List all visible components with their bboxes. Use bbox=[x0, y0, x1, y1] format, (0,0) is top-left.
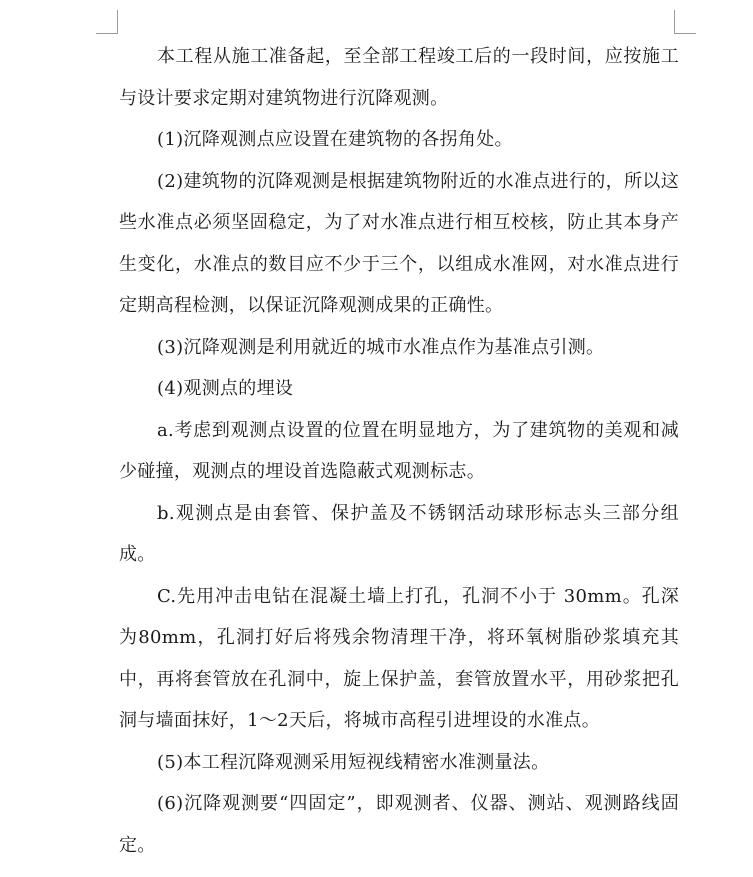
top-right-corner-mark-horizontal bbox=[675, 33, 696, 34]
top-left-corner-mark bbox=[117, 10, 118, 34]
paragraph-item-5: (5)本工程沉降观测采用短视线精密水准测量法。 bbox=[157, 751, 550, 773]
top-right-corner-mark bbox=[674, 10, 675, 34]
paragraph-item-6: (6)沉降观测要“四固定”，即观测者、仪器、测站、观测路线固定。 bbox=[119, 793, 679, 856]
paragraph-intro: 本工程从施工准备起，至全部工程竣工后的一段时间，应按施工与设计要求定期对建筑物进行沉降观测。 bbox=[119, 46, 679, 109]
top-left-corner-mark-horizontal bbox=[96, 33, 117, 34]
paragraph-item-4-heading: (4)观测点的埋设 bbox=[157, 378, 294, 399]
paragraph-item-4c: C.先用冲击电钻在混凝土墙上打孔，孔洞不小于 30mm。孔深为80mm，孔洞打好后将残余物清理干净，将环氧树脂砂浆填充其中，再将套管放在孔洞中，旋上保护盖，套管放置水平，用砂浆把孔洞与墙面抹好，1～2天后，将城市高程引进埋设的水准点。 bbox=[119, 585, 679, 731]
document-body bbox=[119, 36, 679, 866]
paragraph-item-3: (3)沉降观测是利用就近的城市水准点作为基准点引测。 bbox=[157, 336, 605, 358]
paragraph-item-4b: b.观测点是由套管、保护盖及不锈钢活动球形标志头三部分组成。 bbox=[119, 502, 679, 565]
paragraph-item-1: (1)沉降观测点应设置在建筑物的各拐角处。 bbox=[157, 129, 513, 150]
paragraph-item-4a: a.考虑到观测点设置的位置在明显地方，为了建筑物的美观和减少碰撞，观测点的埋设首选隐蔽式观测标志。 bbox=[119, 419, 679, 482]
paragraph-item-2: (2)建筑物的沉降观测是根据建筑物附近的水准点进行的，所以这些水准点必须坚固稳定，为了对水准点进行相互校核，防止其本身产生变化，水准点的数目应不少于三个，以组成水准网，对水准点进行定期高程检测，以保证沉降观测成果的正确性。 bbox=[119, 170, 679, 316]
